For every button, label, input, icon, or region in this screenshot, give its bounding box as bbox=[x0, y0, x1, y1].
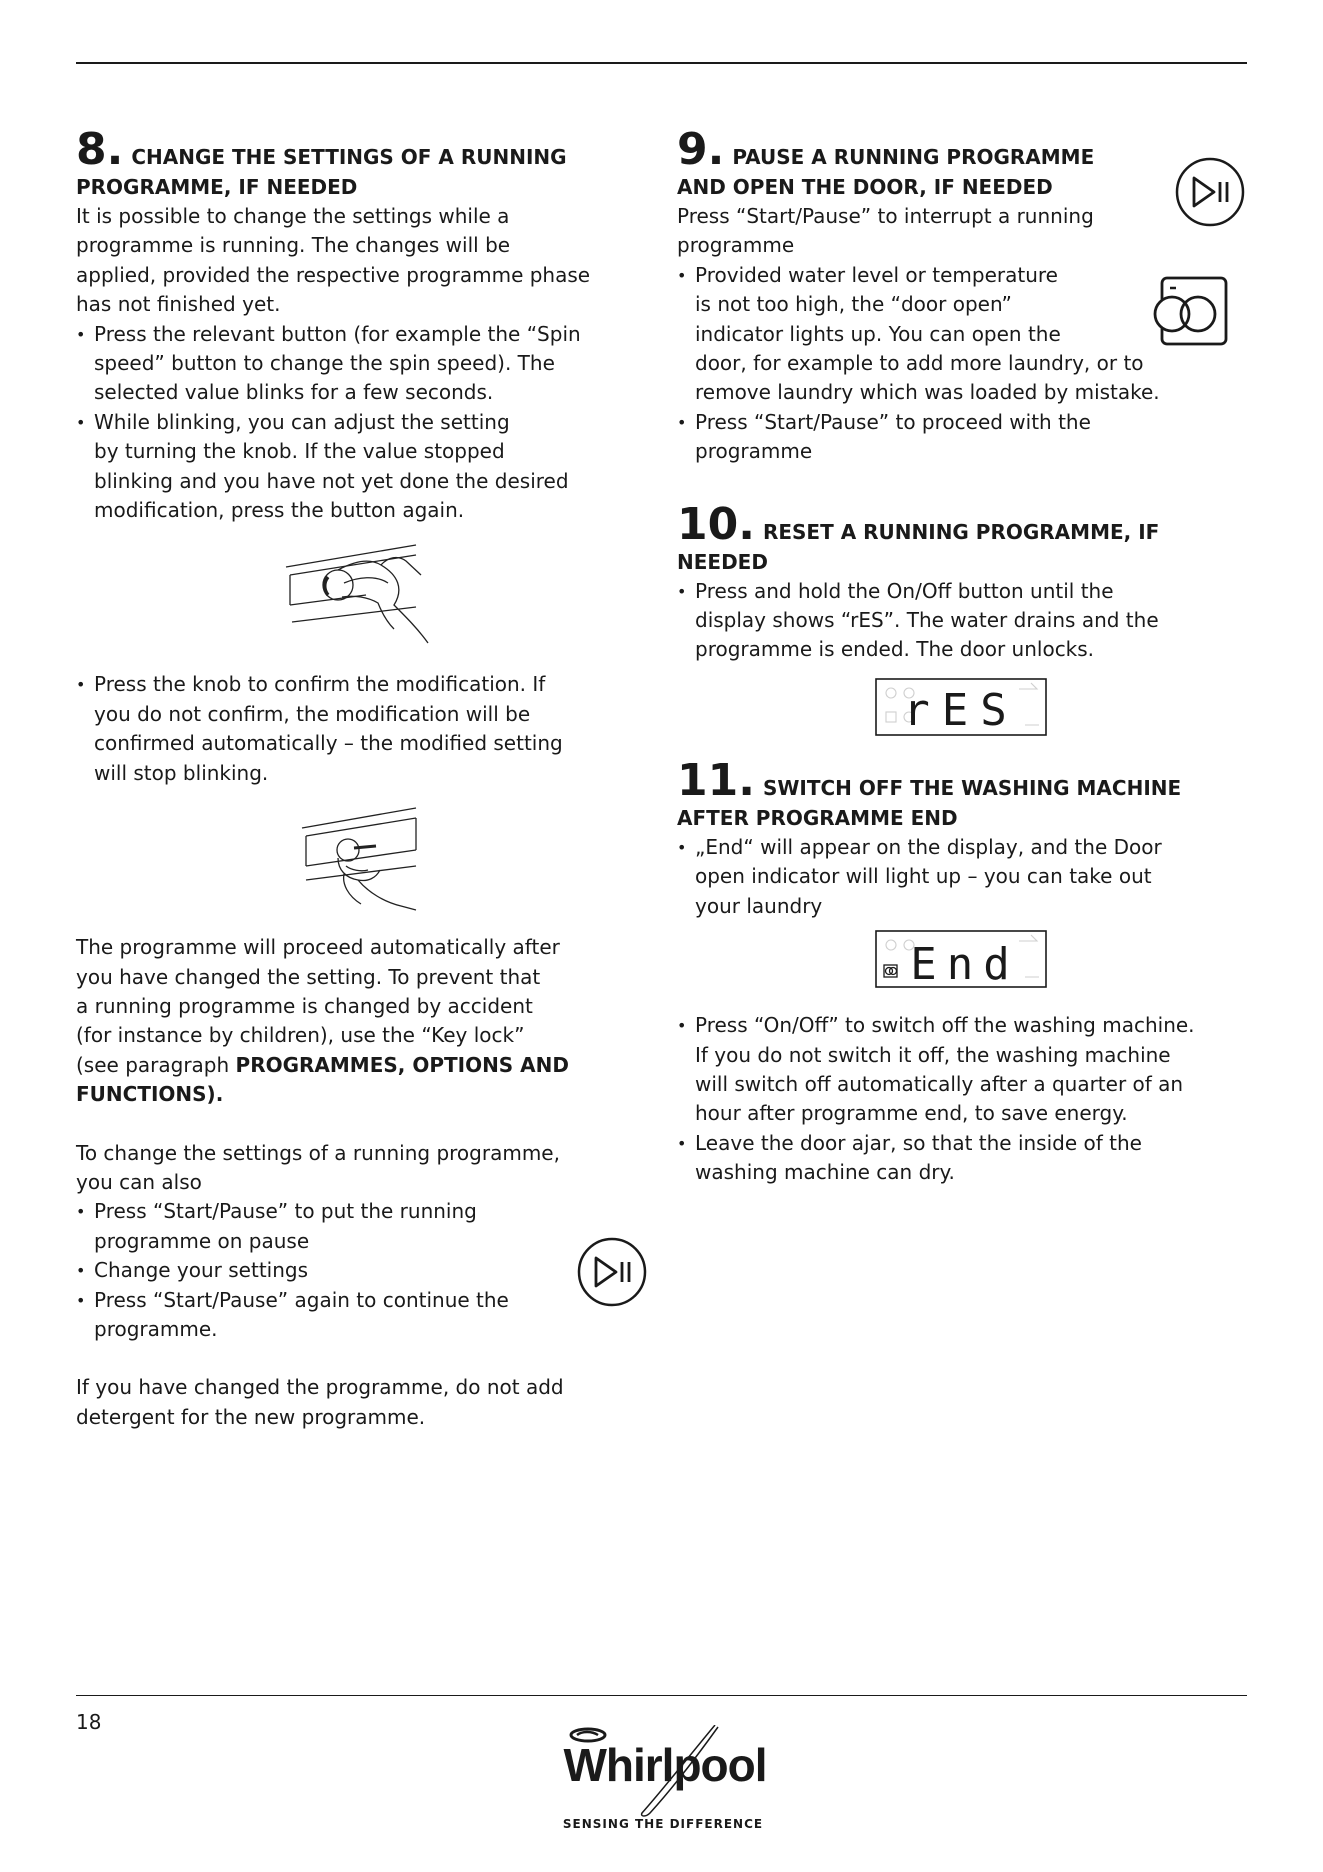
whirlpool-logo bbox=[560, 1725, 770, 1825]
display-end-text: End bbox=[910, 939, 1020, 991]
section-11 bbox=[677, 754, 1257, 1188]
section-11-bullets-a bbox=[677, 833, 1257, 921]
list-item: • Press “Start/Pause” to put the running programme on pause bbox=[76, 1197, 656, 1256]
brand-tagline: SENSING THE DIFFERENCE bbox=[562, 1817, 764, 1831]
start-pause-icon bbox=[576, 1236, 648, 1308]
section-8-intro: It is possible to change the settings while a programme is running. The changes will be applied, provided the respective programme phase has not finished yet. bbox=[76, 204, 591, 317]
display-end bbox=[677, 921, 1257, 1011]
start-pause-icon bbox=[1174, 156, 1246, 228]
list-item: • Change your settings bbox=[76, 1256, 656, 1285]
page-number: 18 bbox=[76, 1710, 102, 1734]
list-item: • Press “Start/Pause” again to continue the programme. bbox=[76, 1286, 656, 1345]
section-10-bullets bbox=[677, 577, 1257, 665]
cross-reference: PROGRAMMES, OPTIONS AND bbox=[235, 1052, 569, 1077]
svg-text:Whirlpool: Whirlpool bbox=[563, 1739, 767, 1791]
list-item: • Leave the door ajar, so that the inside of the washing machine can dry. bbox=[677, 1129, 1257, 1188]
section-10 bbox=[677, 498, 1257, 739]
list-item: • Provided water level or temperature is not too high, the “door open” indicator lights up. You can open the door, for example to add more laundry, or to remove laundry which was loaded by mistake. bbox=[677, 261, 1257, 408]
section-11-heading: 11. SWITCH OFF THE WASHING MACHINE AFTER PROGRAMME END bbox=[677, 754, 1182, 830]
section-8 bbox=[76, 124, 656, 1432]
bottom-rule bbox=[76, 1695, 1247, 1696]
list-item: • While blinking, you can adjust the setting by turning the knob. If the value stopped blinking and you have not yet done the desired modification, press the button again. bbox=[76, 408, 656, 526]
display-res-text: rES bbox=[903, 684, 1019, 736]
list-item: • Press the knob to confirm the modification. If you do not confirm, the modification will be confirmed automatically – the modified setting will stop blinking. bbox=[76, 670, 656, 788]
section-9-heading: 9. PAUSE A RUNNING PROGRAMME AND OPEN THE DOOR, IF NEEDED bbox=[677, 124, 1095, 199]
list-item: • Press the relevant button (for example the “Spin speed” button to change the spin speed). The selected value blinks for a few seconds. bbox=[76, 320, 656, 408]
section-10-heading: 10. RESET A RUNNING PROGRAMME, IF NEEDED bbox=[677, 498, 1160, 574]
section-9-intro: Press “Start/Pause” to interrupt a running programme bbox=[677, 204, 1094, 258]
display-res bbox=[677, 665, 1257, 739]
door-open-icon bbox=[1146, 274, 1232, 348]
list-item: • „End“ will appear on the display, and the Door open indicator will light up – you can take out your laundry bbox=[677, 833, 1257, 921]
knob-press-illustration bbox=[76, 788, 656, 933]
list-item: • Press “Start/Pause” to proceed with the programme bbox=[677, 408, 1257, 467]
list-item: • Press and hold the On/Off button until the display shows “rES”. The water drains and the programme is ended. The door unlocks. bbox=[677, 577, 1257, 665]
section-number: 8. bbox=[76, 124, 124, 175]
knob-turn-illustration bbox=[76, 525, 656, 670]
section-8-paragraph-also: To change the settings of a running programme, you can also bbox=[76, 1140, 560, 1194]
section-8-heading: 8. CHANGE THE SETTINGS OF A RUNNING PROGRAMME, IF NEEDED bbox=[76, 124, 567, 199]
section-8-paragraph-keylock: The programme will proceed automatically after you have changed the setting. To prevent that a running programme is changed by accident (for instance by children), use the “Key lock” (see paragraph PROGRAMMES, OPTIONS AND FUNCTIONS). bbox=[76, 935, 569, 1107]
top-rule bbox=[76, 62, 1247, 64]
section-8-bullets-b bbox=[76, 670, 656, 788]
section-8-bullets-c bbox=[76, 1197, 656, 1344]
section-8-bullets-a bbox=[76, 320, 656, 526]
list-item: • Press “On/Off” to switch off the washing machine. If you do not switch it off, the washing machine will switch off automatically after a quarter of an hour after programme end, to save energy. bbox=[677, 1011, 1257, 1129]
section-11-bullets-b bbox=[677, 1011, 1257, 1187]
door-open-icon bbox=[884, 965, 897, 977]
section-8-paragraph-detergent: If you have changed the programme, do not add detergent for the new programme. bbox=[76, 1375, 564, 1429]
